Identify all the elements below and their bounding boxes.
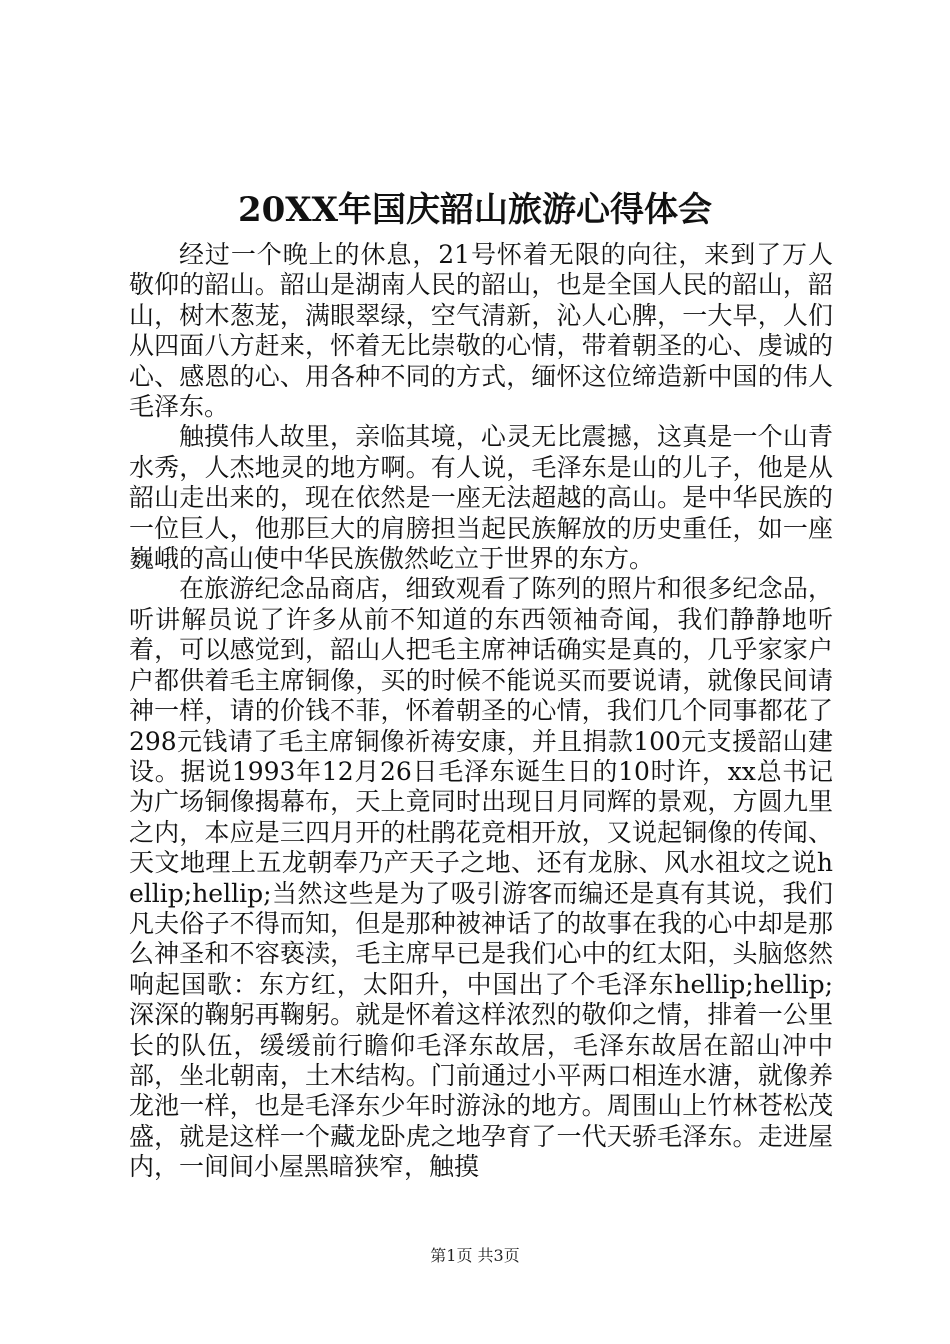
paragraph-1: 经过一个晚上的休息，21号怀着无限的向往，来到了万人敬仰的韶山。韶山是湖南人民的韶山，也是全国人民的韶山，韶山，树木葱茏，满眼翠绿，空气清新，沁人心脾，一大早，人们从四面八方赶来，怀着无比崇敬的心情，带着朝圣的心、虔诚的心、感恩的心、用各种不同的方式，缅怀这位缔造新中国的伟人毛泽东。 [129, 240, 833, 422]
paragraph-3: 在旅游纪念品商店，细致观看了陈列的照片和很多纪念品，听讲解员说了许多从前不知道的东西领袖奇闻，我们静静地听着，可以感觉到，韶山人把毛主席神话确实是真的，几乎家家户户都供着毛主席铜像，买的时候不能说买而要说请，就像民间请神一样，请的价钱不菲，怀着朝圣的心情，我们几个同事都花了298元钱请了毛主席铜像祈祷安康，并且捐款100元支援韶山建设。据说1993年12月26日毛泽东诞生日的10时许，xx总书记为广场铜像揭幕布，天上竟同时出现日月同辉的景观，方圆九里之内，本应是三四月开的杜鹃花竞相开放，又说起铜像的传闻、天文地理上五龙朝奉乃产天子之地、还有龙脉、风水祖坟之说hellip;hellip;当然这些是为了吸引游客而编还是真有其说，我们凡夫俗子不得而知，但是那种被神话了的故事在我的心中却是那么神圣和不容亵渎，毛主席早已是我们心中的红太阳，头脑悠然响起国歌：东方红，太阳升，中国出了个毛泽东hellip;hellip;深深的鞠躬再鞠躬。就是怀着这样浓烈的敬仰之情，排着一公里长的队伍，缓缓前行瞻仰毛泽东故居，毛泽东故居在韶山冲中部，坐北朝南，土木结构。门前通过小平两口相连水溏，就像养龙池一样，也是毛泽东少年时游泳的地方。周围山上竹林苍松茂盛，就是这样一个藏龙卧虎之地孕育了一代天骄毛泽东。走进屋内，一间间小屋黑暗狭窄，触摸 [129, 574, 833, 1182]
page-number-footer: 第1页 共3页 [430, 1246, 520, 1265]
paragraph-2: 触摸伟人故里，亲临其境，心灵无比震撼，这真是一个山青水秀，人杰地灵的地方啊。有人说，毛泽东是山的儿子，他是从韶山走出来的，现在依然是一座无法超越的高山。是中华民族的一位巨人，他那巨大的肩膀担当起民族解放的历史重任，如一座巍峨的高山使中华民族傲然屹立于世界的东方。 [129, 422, 833, 574]
document-body [129, 240, 833, 1183]
document-title: 20XX年国庆韶山旅游心得体会 [237, 190, 713, 230]
